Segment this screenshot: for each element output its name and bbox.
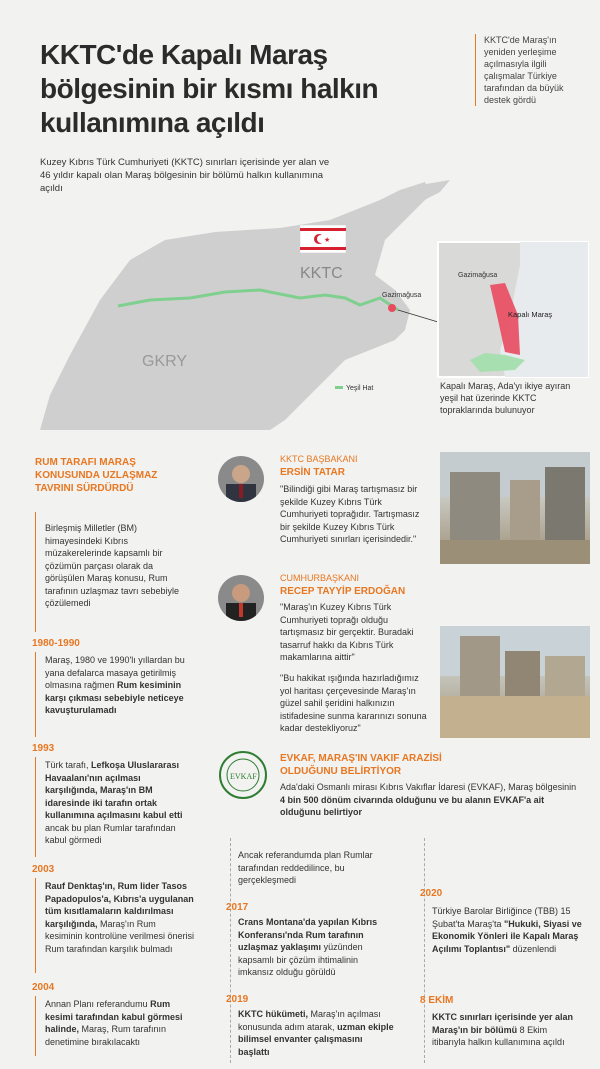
year-2003: 2003 — [32, 864, 55, 875]
erdogan-role: CUMHURBAŞKANI — [280, 573, 360, 583]
year-2019: 2019 — [226, 994, 249, 1005]
year-8-ekim: 8 EKİM — [420, 995, 454, 1006]
maras-marker — [388, 304, 396, 312]
page-title: KKTC'de Kapalı Maraş bölgesinin bir kısmı halkın kullanımına açıldı — [40, 39, 379, 138]
tatar-role: KKTC BAŞBAKANI — [280, 454, 358, 464]
erdogan-quote-1: "Maraş'ın Kuzey Kıbrıs Türk Cumhuriyeti toprağı olduğu tartışmasız bir gerçektir. Buradaki tasarruf hakkı da Kıbrıs Türk makamlarına aittir" — [280, 602, 414, 662]
timeline-2017: Crans Montana'da yapılan Kıbrıs Konferansı'nda Rum tarafının uzlaşmaz yaklaşımı yüzünden kapsamlı bir çözüm ihtimalinin imkansız olduğu görüldü — [238, 917, 378, 977]
label-gkry: GKRY — [142, 353, 188, 370]
label-kktc: KKTC — [300, 265, 343, 282]
svg-text:★: ★ — [324, 237, 331, 244]
timeline-8-ekim: KKTC sınırları içerisinde yer alan Maraş'ın bir bölümü 8 Ekim itibarıyla halkın kullanımına açıldı — [432, 1012, 574, 1047]
erdogan-quote-2: "Bu hakikat ışığında hazırladığımız yol haritası çerçevesinde Maraş'ın güzel sahil şeridini halkınızın istifadesine sunma kararınızı sonuna kadar destekliyoruz" — [280, 673, 427, 733]
referendum-result: Ancak referandumda plan Rumlar tarafından reddedilince, bu gerçekleşmedi — [238, 850, 373, 885]
left-header: RUM TARAFI MARAŞ KONUSUNDA UZLAŞMAZ TAVRINI SÜRDÜRDÜ — [35, 457, 158, 494]
legend-green-line: Yeşil Hat — [346, 385, 374, 392]
year-2020: 2020 — [420, 888, 443, 899]
timeline-1993: Türk tarafı, Lefkoşa Uluslararası Havaalanı'nın açılması karşılığında, Maraş'ın BM idaresinde iki tarafın ortak kullanımına açılmasını kabul etti ancak bu plan Rumlar tarafından kabul görmedi — [45, 760, 183, 845]
maras-photo-2 — [440, 626, 590, 738]
erdogan-portrait — [218, 575, 264, 621]
timeline-2004: Annan Planı referandumu Rum kesimi tarafından kabul görmesi halinde, Maraş, Rum tarafının denetimine bırakılacaktı — [45, 999, 183, 1047]
lead-text: Kuzey Kıbrıs Türk Cumhuriyeti (KKTC) sınırları içerisinde yer alan ve 46 yıldır kapalı olan Maraş bölgesinin bir bölümü halkın kullanımına açıldı — [40, 157, 330, 194]
maras-photo-1 — [440, 452, 590, 564]
left-intro: Birleşmiş Milletler (BM) himayesindeki Kıbrıs müzakerelerinde kapsamlı bir çözümün parçası olarak da görüşülen Maraş konusu, Rum tarafının uzlaşmaz tavrı sebebiyle çözülemedi — [45, 523, 180, 608]
map-caption: Kapalı Maraş, Ada'yı ikiye ayıran yeşil hat üzerinde KKTC topraklarında bulunuyor — [440, 381, 571, 415]
inset-label-gazimagusa: Gazimağusa — [458, 272, 498, 279]
svg-text:EVKAF: EVKAF — [230, 772, 257, 781]
erdogan-name: RECEP TAYYİP ERDOĞAN — [280, 586, 406, 597]
year-2017: 2017 — [226, 902, 249, 913]
evkaf-text: Ada'daki Osmanlı mirası Kıbrıs Vakıflar İdaresi (EVKAF), Maraş bölgesinin 4 bin 500 dönüm civarında olduğunu ve bu alanın EVKAF'a ait olduğunu belirtiyor — [280, 782, 577, 817]
year-2004: 2004 — [32, 982, 55, 993]
tatar-portrait — [218, 456, 264, 502]
inset-label-maras: Kapalı Maraş — [508, 310, 553, 319]
tatar-name: ERSİN TATAR — [280, 467, 345, 478]
evkaf-title: EVKAF, MARAŞ'IN VAKIF ARAZİSİ OLDUĞUNU BELİRTİYOR — [280, 753, 442, 777]
year-1993: 1993 — [32, 743, 55, 754]
evkaf-seal — [218, 750, 268, 800]
timeline-2003: Rauf Denktaş'ın, Rum lider Tasos Papadopulos'a, Kıbrıs'a uygulanan tüm kısıtlamaların kaldırılması karşılığında, Maraş'ın Rum kesiminin kontrolüne verilmesi önerisi Rum tarafından karşılık bulmadı — [45, 881, 195, 954]
timeline-1980: Maraş, 1980 ve 1990'lı yıllardan bu yana defalarca masaya getirilmiş olmasına rağmen Rum kesiminin karşı çıkması sebebiyle neticeye kavuşturulamadı — [45, 655, 185, 715]
timeline-2019: KKTC hükümeti, Maraş'ın açılması konusunda adım atarak, uzman ekiple bilimsel envanter çalışmasını başlattı — [238, 1009, 394, 1057]
timeline-2020: Türkiye Barolar Birliğince (TBB) 15 Şubat'ta Maraş'ta "Hukuki, Siyasi ve Ekonomik Yönleri ile Kapalı Maraş Açılımı Toplantısı" düzenlendi — [432, 906, 582, 954]
year-1980: 1980-1990 — [32, 638, 80, 649]
side-note: KKTC'de Maraş'ın yeniden yerleşime açılmasıyla ilgili çalışmalar Türkiye tarafından da büyük destek gördü — [475, 34, 585, 106]
tatar-quote: "Bilindiği gibi Maraş tartışmasız bir şekilde Kuzey Kıbrıs Türk Cumhuriyeti toprağıdır. Tartışmasız bir şekilde Kuzey Kıbrıs Türk Cumhuriyeti sınırları içerisindedir." — [280, 484, 420, 544]
label-gazimagusa: Gazimağusa — [382, 292, 422, 299]
